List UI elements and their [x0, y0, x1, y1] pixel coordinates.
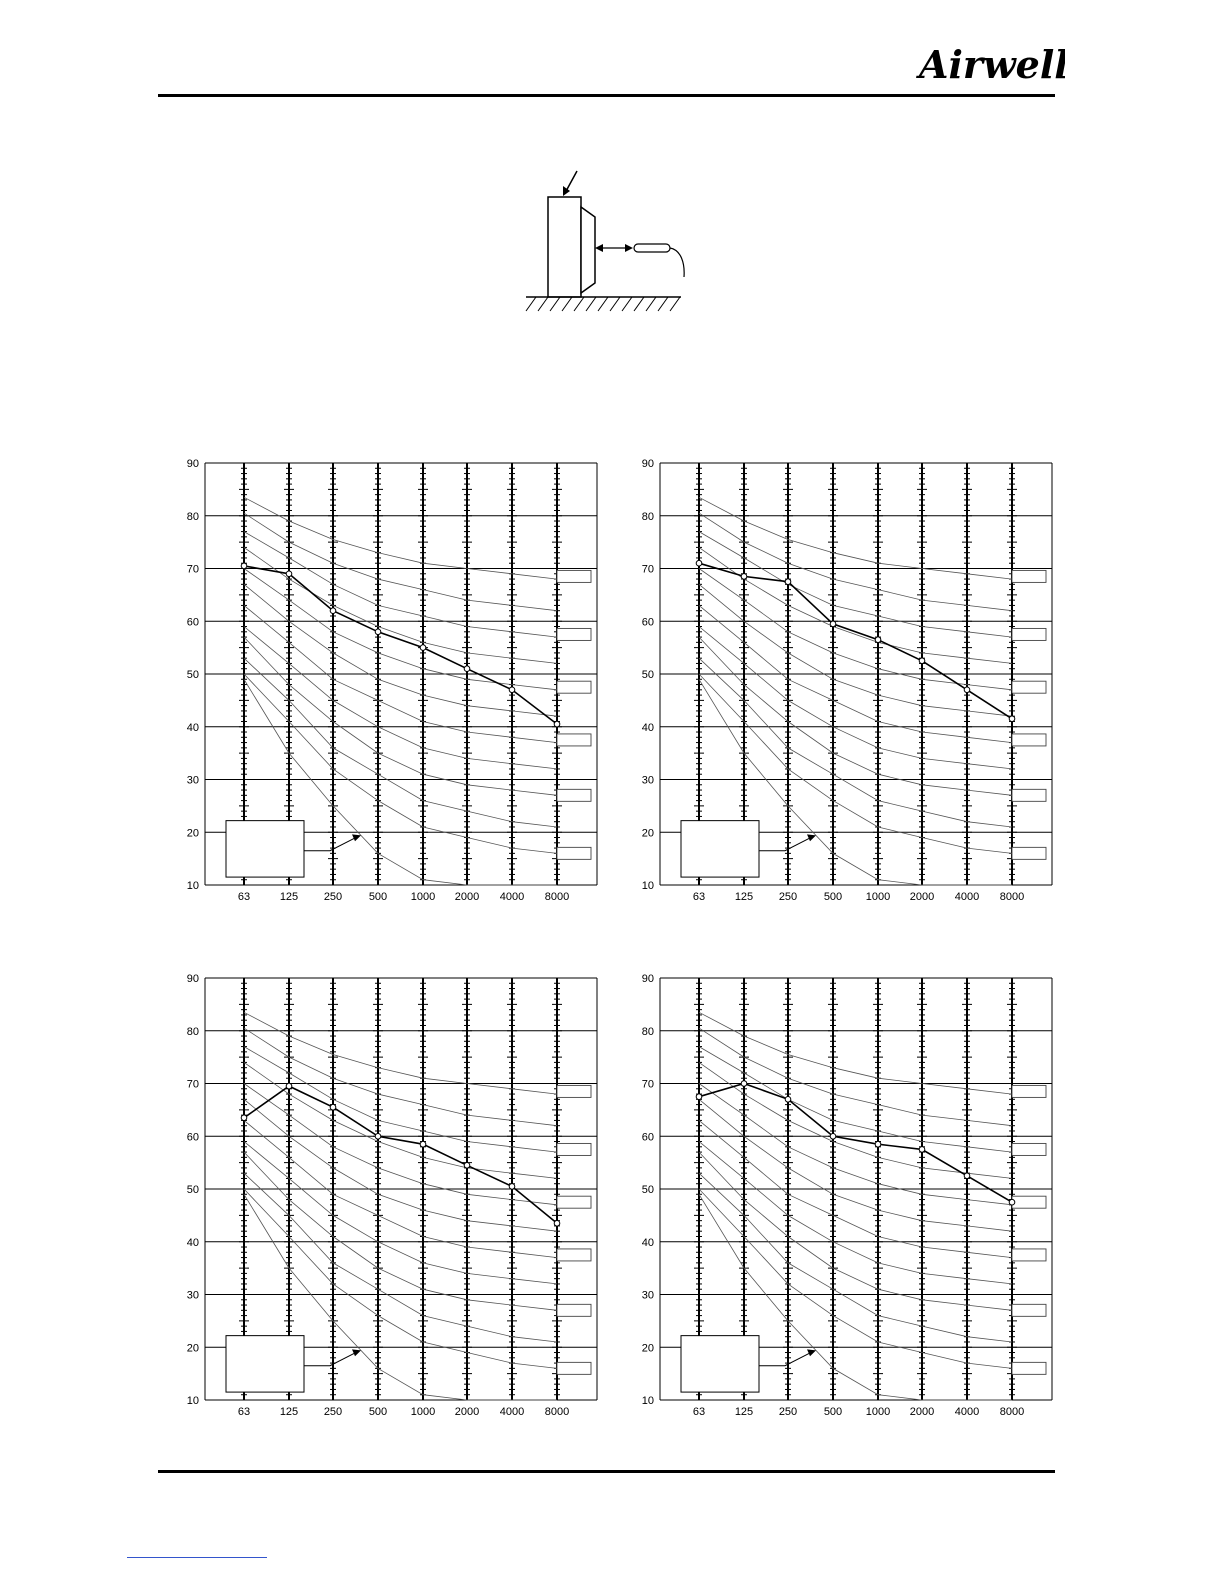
nr-label-box	[1012, 1143, 1046, 1155]
x-tick-label: 63	[692, 891, 706, 903]
y-tick-label: 10	[641, 880, 654, 892]
nr-label-box	[1012, 734, 1046, 746]
nr-label-box	[557, 1196, 591, 1208]
y-tick-label: 90	[186, 458, 199, 470]
y-tick-label: 60	[186, 1131, 199, 1144]
nr-label-box	[1012, 1196, 1046, 1208]
x-tick-label: 1000	[410, 1406, 436, 1418]
nr-curve	[244, 1012, 557, 1094]
nr-chart-2	[635, 455, 1105, 915]
nr-label-box	[557, 734, 591, 746]
nr-label-box	[557, 628, 591, 640]
y-tick-label: 60	[641, 616, 654, 629]
y-tick-label: 80	[641, 510, 654, 523]
y-tick-label: 80	[186, 510, 199, 523]
x-tick-label: 500	[368, 1406, 388, 1418]
y-tick-label: 90	[641, 973, 654, 985]
x-tick-label: 63	[692, 1406, 706, 1418]
legend-box	[681, 1336, 759, 1392]
spectrum-point	[420, 1141, 426, 1147]
y-tick-label: 20	[186, 1342, 199, 1355]
legend-box	[681, 821, 759, 877]
x-tick-label: 8000	[999, 1406, 1025, 1418]
nr-label-box	[1012, 628, 1046, 640]
y-tick-label: 50	[186, 1184, 199, 1196]
nr-label-box	[557, 847, 591, 859]
unit-front-panel	[581, 207, 595, 293]
y-tick-label: 70	[641, 563, 654, 576]
y-tick-label: 30	[186, 1289, 199, 1302]
y-tick-label: 70	[641, 1078, 654, 1091]
spectrum-point	[509, 1184, 515, 1190]
x-tick-label: 1000	[865, 891, 891, 903]
spectrum-point	[785, 579, 791, 585]
x-tick-label: 4000	[499, 891, 525, 903]
spectrum-point	[696, 560, 702, 566]
spectrum-point	[741, 1081, 747, 1087]
spectrum-point	[375, 1134, 381, 1140]
legend-leader	[304, 1351, 358, 1365]
nr-chart-4-svg	[635, 970, 1105, 1430]
legend-leader	[304, 836, 358, 850]
x-tick-label: 500	[823, 1406, 843, 1418]
nr-chart-1	[180, 455, 650, 915]
y-tick-label: 20	[186, 827, 199, 840]
spectrum-point	[875, 637, 881, 643]
x-tick-label: 2000	[909, 1406, 935, 1418]
x-tick-label: 8000	[999, 891, 1025, 903]
x-tick-label: 125	[734, 891, 754, 903]
y-tick-label: 30	[186, 774, 199, 787]
setup-drawing	[523, 155, 688, 330]
spectrum-point	[554, 721, 560, 727]
y-tick-label: 90	[641, 458, 654, 470]
nr-chart-2-svg	[635, 455, 1105, 915]
nr-label-box	[557, 1304, 591, 1316]
brand-logo-text: Airwell	[919, 42, 1065, 87]
legend-arrowhead	[807, 1349, 816, 1356]
nr-label-box	[557, 681, 591, 693]
x-tick-label: 125	[734, 1406, 754, 1418]
nr-label-box	[557, 1143, 591, 1155]
spectrum-point	[875, 1141, 881, 1147]
nr-label-box	[1012, 1304, 1046, 1316]
nr-curve	[244, 584, 557, 716]
brand-logo-mark	[915, 40, 1065, 88]
x-tick-label: 63	[237, 891, 251, 903]
x-tick-label: 500	[823, 891, 843, 903]
y-tick-label: 70	[186, 1078, 199, 1091]
y-tick-label: 20	[641, 1342, 654, 1355]
y-tick-label: 20	[641, 827, 654, 840]
microphone-icon	[634, 244, 670, 252]
x-tick-label: 2000	[454, 1406, 480, 1418]
spectrum-point	[785, 1097, 791, 1103]
x-tick-label: 125	[279, 1406, 299, 1418]
x-tick-label: 8000	[544, 1406, 570, 1418]
y-tick-label: 10	[641, 1395, 654, 1407]
nr-curve	[244, 513, 557, 611]
x-tick-label: 4000	[954, 1406, 980, 1418]
x-tick-label: 63	[237, 1406, 251, 1418]
air-intake-arrowhead	[563, 186, 570, 196]
microphone-cable	[670, 248, 684, 277]
spectrum-point	[375, 629, 381, 635]
spectrum-point	[464, 1163, 470, 1169]
nr-label-box	[557, 1362, 591, 1374]
legend-arrowhead	[352, 834, 361, 841]
x-tick-label: 4000	[499, 1406, 525, 1418]
y-tick-label: 30	[641, 1289, 654, 1302]
x-tick-label: 250	[323, 1406, 343, 1418]
x-tick-label: 500	[368, 891, 388, 903]
x-tick-label: 2000	[909, 891, 935, 903]
unit-body	[548, 197, 581, 297]
nr-chart-3	[180, 970, 650, 1430]
spectrum-point	[964, 1173, 970, 1179]
nr-label-box	[1012, 789, 1046, 801]
nr-curve	[699, 1084, 1012, 1205]
distance-arrowhead-left	[595, 244, 603, 252]
spectrum-point	[420, 645, 426, 651]
spectrum-point	[741, 574, 747, 580]
y-tick-label: 30	[641, 774, 654, 787]
spectrum-point	[1009, 716, 1015, 722]
legend-leader	[759, 1351, 813, 1365]
spectrum-point	[830, 621, 836, 627]
spectrum-point	[464, 666, 470, 672]
spectrum-point	[286, 571, 292, 577]
spectrum-point	[241, 1115, 247, 1121]
x-tick-label: 1000	[410, 891, 436, 903]
y-tick-label: 40	[641, 721, 654, 734]
x-tick-label: 125	[279, 891, 299, 903]
spectrum-point	[241, 563, 247, 569]
spectrum-point	[919, 658, 925, 664]
footer-link-underline	[127, 1557, 267, 1558]
nr-curve	[699, 1099, 1012, 1231]
legend-leader	[759, 836, 813, 850]
spectrum-point	[919, 1147, 925, 1153]
nr-curve	[244, 1099, 557, 1231]
nr-label-box	[1012, 1085, 1046, 1097]
nr-chart-4	[635, 970, 1105, 1430]
header-rule	[158, 94, 1055, 97]
nr-label-box	[1012, 681, 1046, 693]
x-tick-label: 4000	[954, 891, 980, 903]
y-tick-label: 50	[641, 669, 654, 681]
x-tick-label: 250	[778, 891, 798, 903]
y-tick-label: 40	[641, 1236, 654, 1249]
nr-curve	[244, 1028, 557, 1126]
spectrum-point	[330, 608, 336, 614]
x-tick-label: 1000	[865, 1406, 891, 1418]
nr-label-box	[557, 1085, 591, 1097]
nr-chart-3-svg	[180, 970, 650, 1430]
y-tick-label: 10	[186, 880, 199, 892]
nr-curve	[699, 1028, 1012, 1126]
spectrum-point	[286, 1083, 292, 1089]
nr-curve	[699, 513, 1012, 611]
nr-label-box	[557, 1249, 591, 1261]
distance-arrowhead-right	[625, 244, 633, 252]
footer-rule	[158, 1470, 1055, 1473]
y-tick-label: 60	[186, 616, 199, 629]
floor-hatching	[526, 297, 680, 311]
y-tick-label: 50	[186, 669, 199, 681]
y-tick-label: 70	[186, 563, 199, 576]
nr-curve	[244, 569, 557, 690]
legend-arrowhead	[352, 1349, 361, 1356]
nr-label-box	[1012, 1249, 1046, 1261]
nr-label-box	[557, 570, 591, 582]
nr-curve	[699, 497, 1012, 579]
y-tick-label: 10	[186, 1395, 199, 1407]
spectrum-point	[554, 1221, 560, 1227]
nr-curve	[244, 497, 557, 579]
spectrum-line	[244, 1086, 557, 1223]
y-tick-label: 60	[641, 1131, 654, 1144]
nr-curve	[699, 569, 1012, 690]
spectrum-point	[1009, 1199, 1015, 1205]
y-tick-label: 80	[641, 1025, 654, 1038]
measurement-setup-diagram	[523, 155, 688, 330]
y-tick-label: 40	[186, 721, 199, 734]
brand-logo	[915, 40, 1065, 88]
nr-chart-1-svg	[180, 455, 650, 915]
legend-box	[226, 1336, 304, 1392]
nr-label-box	[557, 789, 591, 801]
x-tick-label: 250	[778, 1406, 798, 1418]
spectrum-point	[330, 1104, 336, 1110]
y-tick-label: 40	[186, 1236, 199, 1249]
y-tick-label: 80	[186, 1025, 199, 1038]
spectrum-point	[696, 1094, 702, 1100]
spectrum-point	[964, 687, 970, 693]
nr-curve	[699, 584, 1012, 716]
x-tick-label: 2000	[454, 891, 480, 903]
spectrum-point	[830, 1134, 836, 1140]
y-tick-label: 90	[186, 973, 199, 985]
x-tick-label: 8000	[544, 891, 570, 903]
x-tick-label: 250	[323, 891, 343, 903]
spectrum-point	[509, 687, 515, 693]
nr-label-box	[1012, 570, 1046, 582]
legend-arrowhead	[807, 834, 816, 841]
nr-label-box	[1012, 847, 1046, 859]
y-tick-label: 50	[641, 1184, 654, 1196]
legend-box	[226, 821, 304, 877]
spectrum-line	[699, 1084, 1012, 1203]
nr-label-box	[1012, 1362, 1046, 1374]
